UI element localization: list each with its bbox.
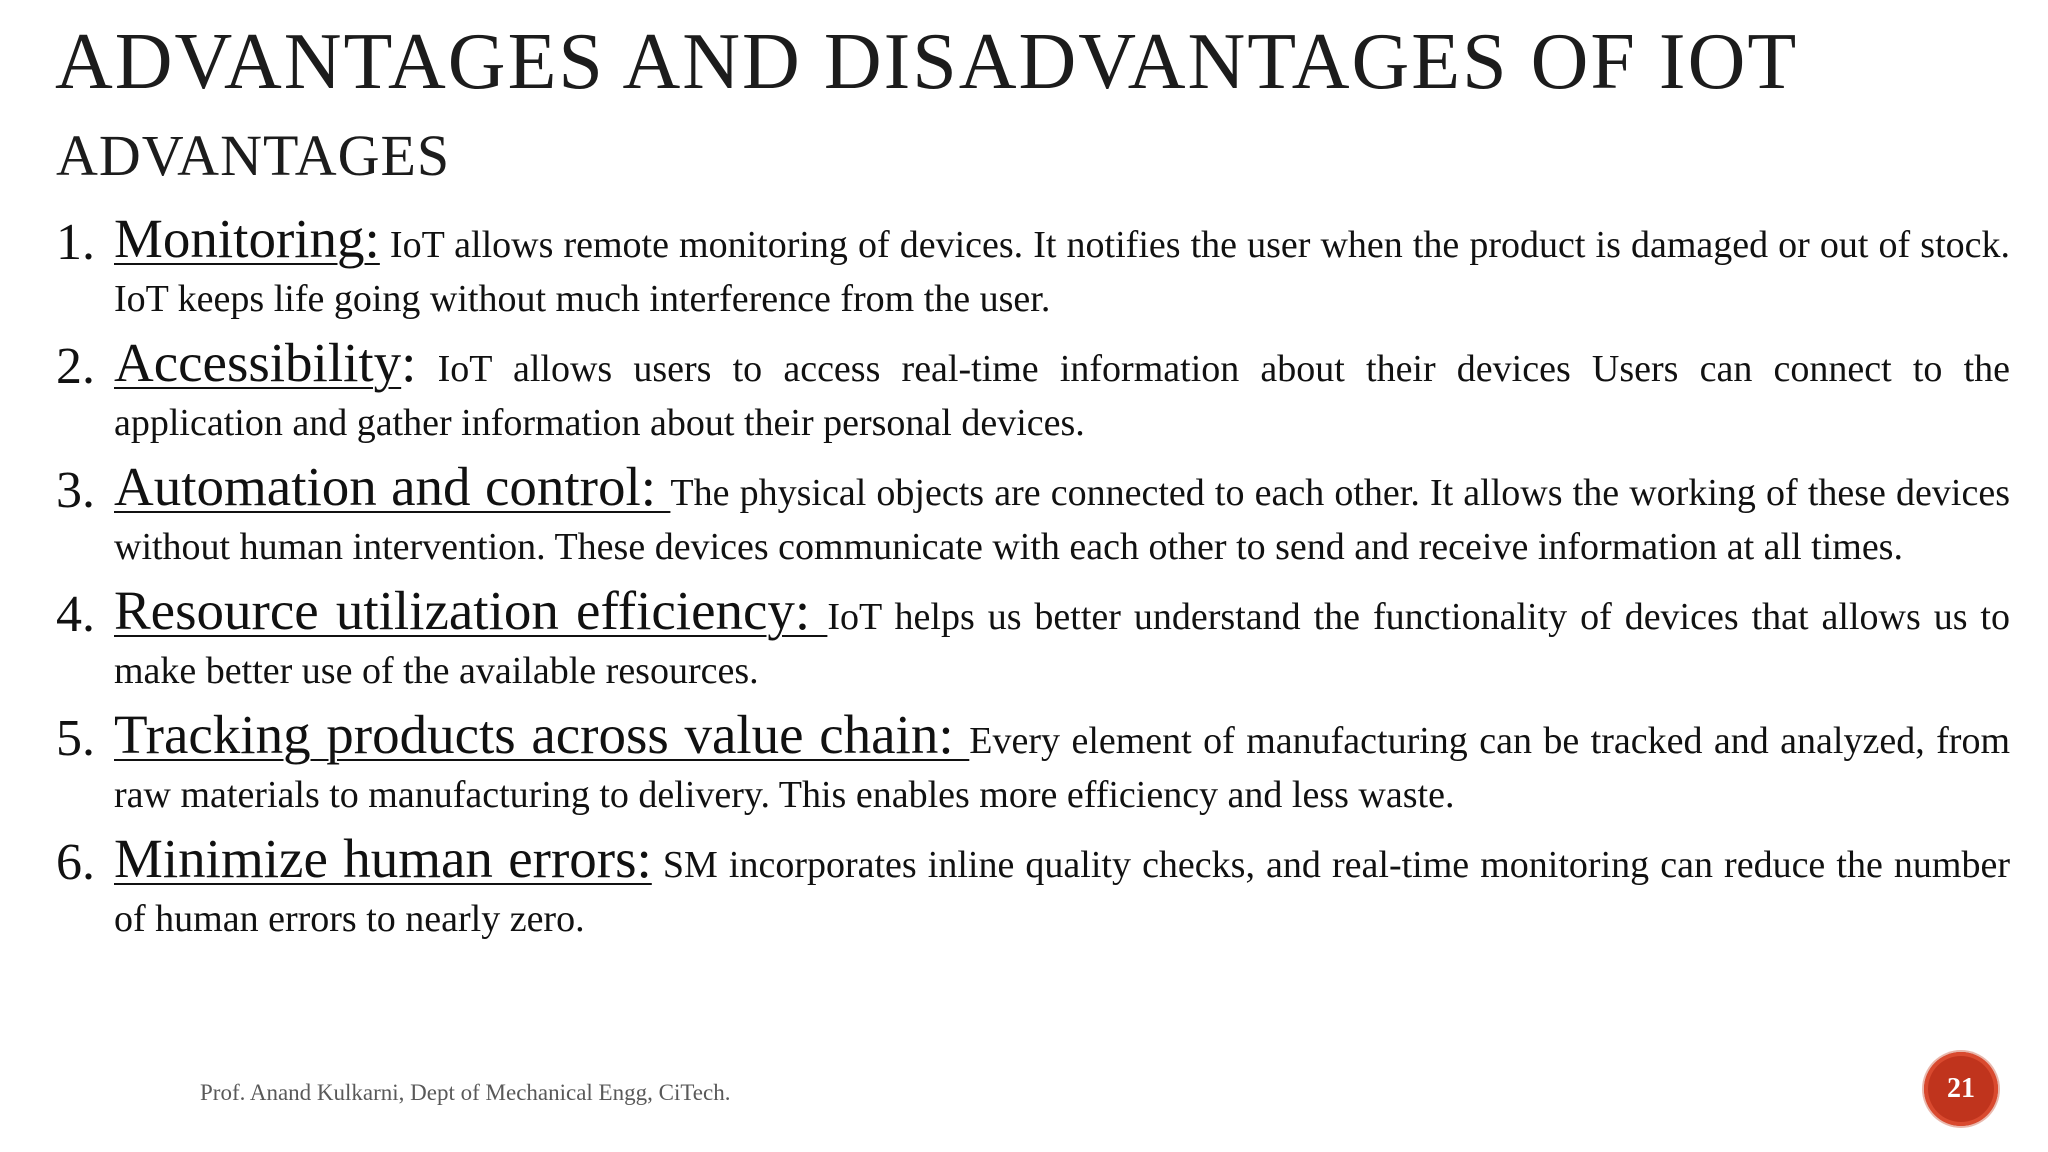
item-number: 4. (56, 586, 95, 643)
item-number: 1. (56, 214, 95, 271)
item-term: Resource utilization efficiency: (114, 580, 828, 641)
item-number: 2. (56, 338, 95, 395)
page-number-badge (1924, 1052, 1998, 1126)
advantage-item-accessibility (56, 332, 2010, 450)
advantage-item-monitoring (56, 208, 2010, 326)
page-number: 21 (1947, 1073, 1975, 1104)
advantage-item-automation (56, 456, 2010, 574)
item-number: 3. (56, 462, 95, 519)
item-description: IoT allows users to access real-time information about their devices Users can connect to the application and gather information about their personal devices. (114, 348, 2010, 444)
advantages-list (56, 208, 2010, 956)
advantage-item-tracking (56, 704, 2010, 822)
item-term: Tracking products across value chain: (114, 704, 970, 765)
item-number: 6. (56, 834, 95, 891)
section-heading-advantages: ADVANTAGES (56, 123, 451, 188)
item-description: The physical objects are connected to each other. It allows the working of these devices without human intervention. These devices communicate with each other to send and receive information at all times. (114, 472, 2010, 568)
item-term: Automation and control: (114, 456, 671, 517)
advantage-item-human-errors (56, 828, 2010, 946)
footer-credit: Prof. Anand Kulkarni, Dept of Mechanical Engg, CiTech. (200, 1080, 731, 1105)
slide-title: ADVANTAGES AND DISADVANTAGES OF IOT (55, 18, 1799, 106)
item-separator: : (401, 332, 417, 393)
item-description: IoT allows remote monitoring of devices. It notifies the user when the product is damaged or out of stock. IoT keeps life going without much interference from the user. (114, 224, 2010, 320)
item-description: IoT helps us better understand the functionality of devices that allows us to make better use of the available resources. (114, 596, 2010, 692)
item-description: Every element of manufacturing can be tracked and analyzed, from raw materials to manufacturing to delivery. This enables more efficiency and less waste. (114, 720, 2010, 816)
advantage-item-resource-utilization (56, 580, 2010, 698)
item-term: Minimize human errors: (114, 828, 652, 889)
item-term: Accessibility (114, 332, 402, 393)
item-description: SM incorporates inline quality checks, and real-time monitoring can reduce the number of human errors to nearly zero. (114, 844, 2010, 940)
item-term: Monitoring: (114, 208, 380, 269)
item-number: 5. (56, 710, 95, 767)
